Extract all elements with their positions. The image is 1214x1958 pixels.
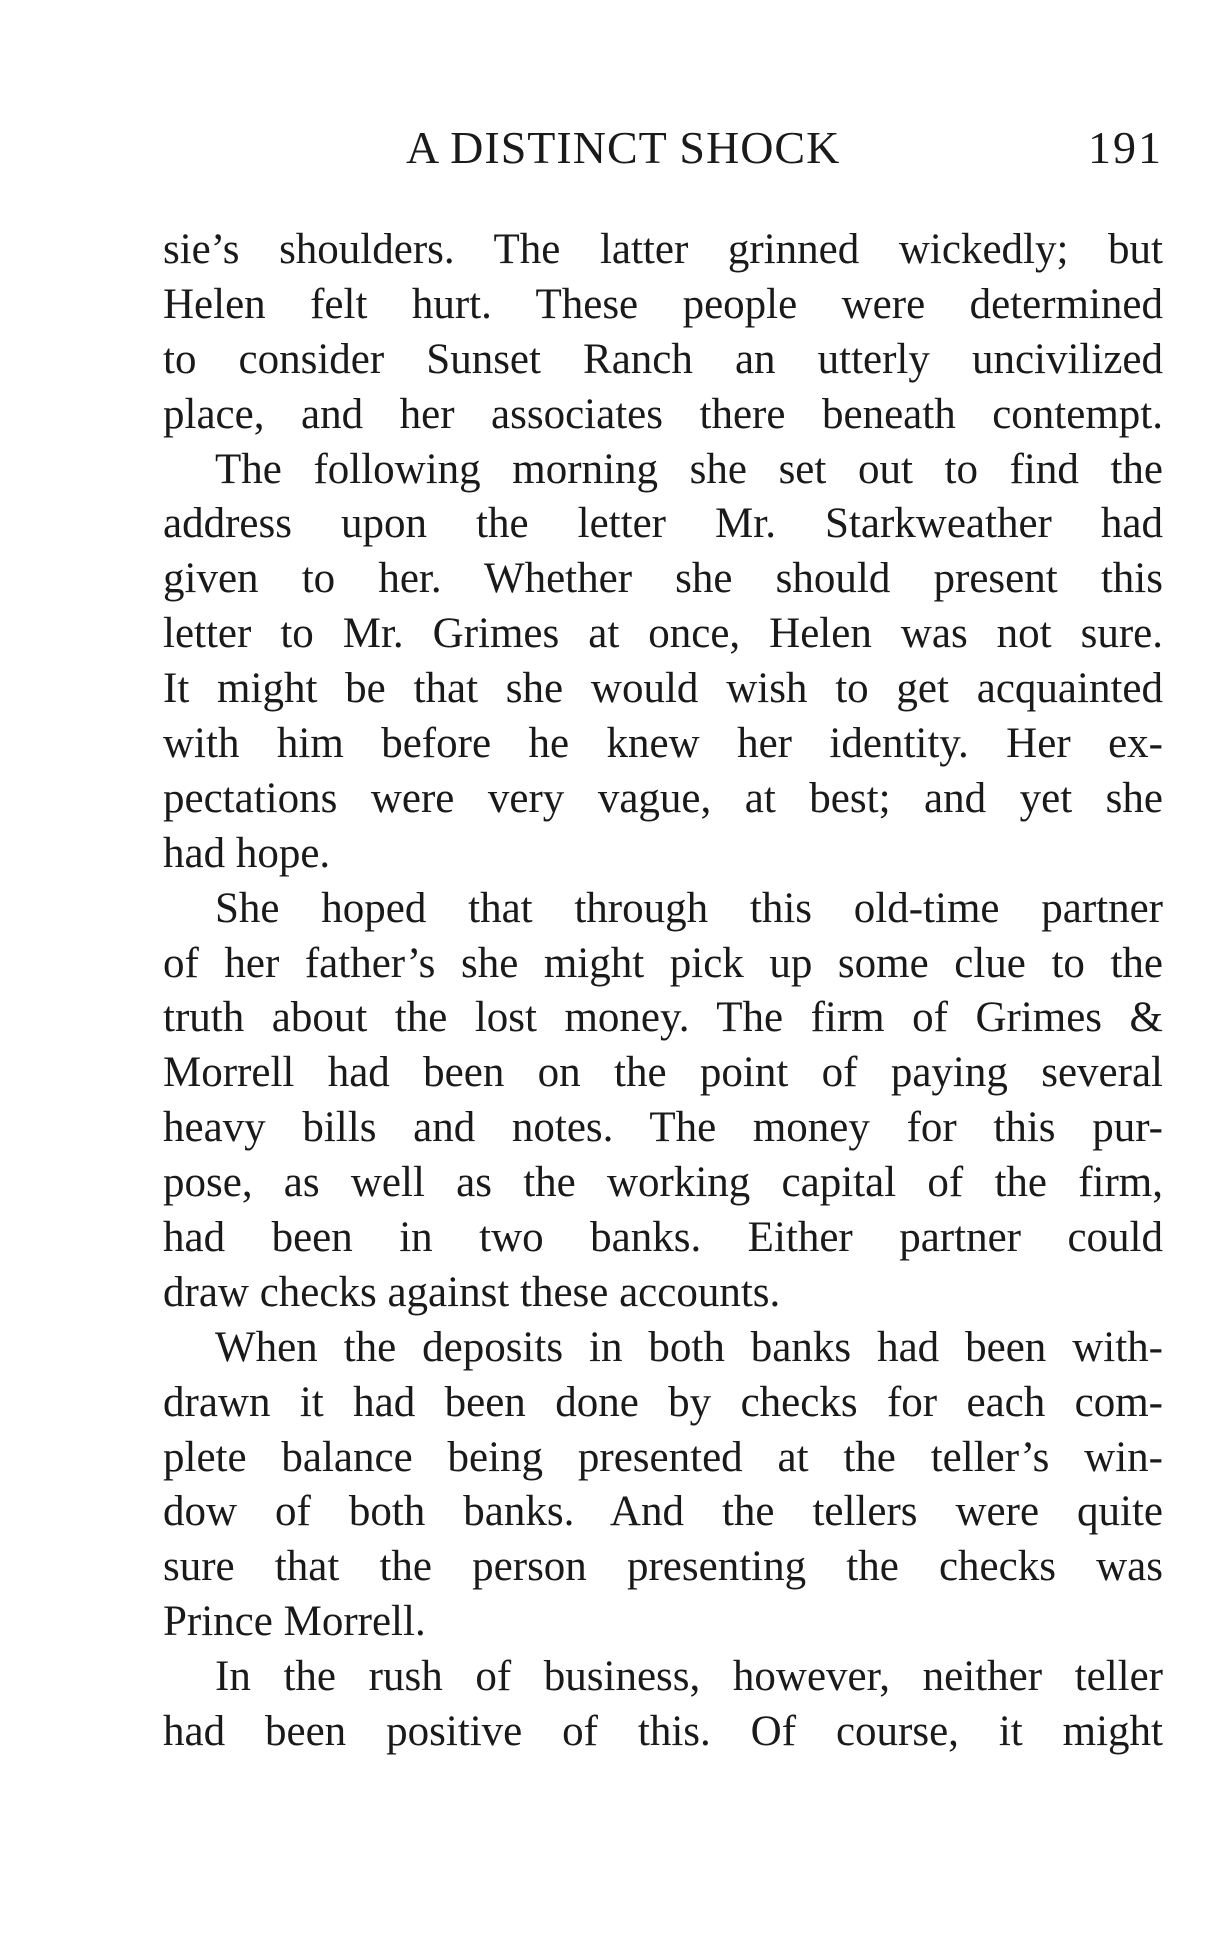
text-line: pose, as well as the working capital of the firm,: [163, 1159, 1163, 1207]
text-line: address upon the letter Mr. Starkweather had: [163, 500, 1163, 548]
text-line: heavy bills and notes. The money for this pur-: [163, 1104, 1163, 1152]
text-line: It might be that she would wish to get acquainted: [163, 665, 1163, 713]
text-line: to consider Sunset Ranch an utterly uncivilized: [163, 335, 1163, 383]
text-line: plete balance being presented at the teller’s win-: [163, 1433, 1163, 1481]
running-head: [163, 118, 1163, 178]
text-line: had been in two banks. Either partner could: [163, 1214, 1163, 1262]
text-line: letter to Mr. Grimes at once, Helen was not sure.: [163, 610, 1163, 658]
text-line: drawn it had been done by checks for each com-: [163, 1378, 1163, 1426]
text-line: sure that the person presenting the checks was: [163, 1543, 1163, 1591]
text-line: given to her. Whether she should present this: [163, 555, 1163, 603]
text-line: truth about the lost money. The firm of Grimes &: [163, 994, 1163, 1042]
text-line: draw checks against these accounts.: [163, 1268, 781, 1316]
text-line: of her father’s she might pick up some clue to the: [163, 939, 1163, 987]
chapter-title: A DISTINCT SHOCK: [406, 122, 841, 173]
body-text: [163, 223, 1163, 1760]
text-line: sie’s shoulders. The latter grinned wickedly; but: [163, 226, 1163, 273]
text-line: place, and her associates there beneath contempt.: [163, 390, 1163, 438]
text-line: Prince Morrell.: [163, 1598, 426, 1646]
text-line: She hoped that through this old-time partner: [215, 884, 1163, 932]
text-line: dow of both banks. And the tellers were quite: [163, 1488, 1163, 1536]
text-line: When the deposits in both banks had been with-: [215, 1323, 1163, 1371]
text-line: with him before he knew her identity. Her ex-: [163, 720, 1163, 768]
text-line: had been positive of this. Of course, it might: [163, 1708, 1163, 1756]
text-line: had hope.: [163, 829, 331, 877]
page-number: 191: [1088, 122, 1163, 173]
text-line: pectations were very vague, at best; and yet she: [163, 774, 1163, 822]
text-line: In the rush of business, however, neither teller: [215, 1653, 1163, 1701]
text-line: Helen felt hurt. These people were determined: [163, 280, 1163, 328]
text-line: Morrell had been on the point of paying several: [163, 1049, 1163, 1097]
text-line: The following morning she set out to find the: [215, 445, 1163, 493]
